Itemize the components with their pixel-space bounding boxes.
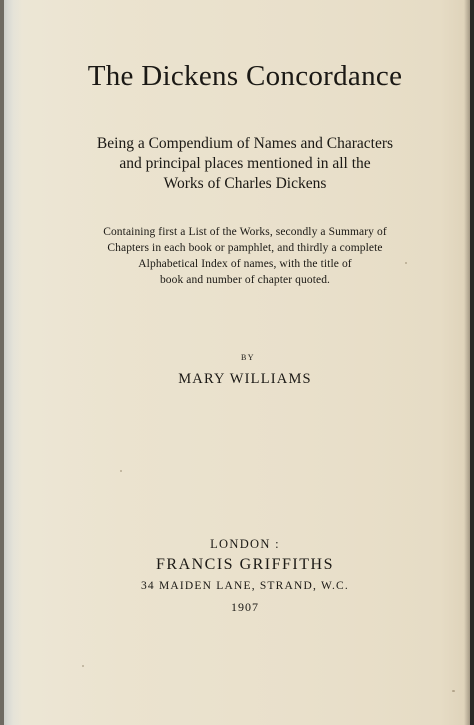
paper-speck [82,665,84,667]
imprint-year: 1907 [231,600,259,614]
paper-speck [405,262,407,264]
paper-speck [120,470,122,472]
description-line-3: Alphabetical Index of names, with the title of [138,258,352,270]
subtitle-line-3: Works of Charles Dickens [163,175,327,192]
imprint-publisher: FRANCIS GRIFFITHS [156,556,334,573]
imprint-city: LONDON : [210,537,280,551]
author-name: MARY WILLIAMS [178,371,312,387]
page-edge-shadow [0,0,4,725]
description-line-2: Chapters in each book or pamphlet, and thirdly a complete [107,242,383,254]
description-line-1: Containing first a List of the Works, secondly a Summary of [103,226,387,238]
paper-speck [452,690,455,692]
subtitle-line-2: and principal places mentioned in all the [119,155,371,172]
imprint-address: 34 MAIDEN LANE, STRAND, W.C. [140,580,350,592]
description-line-4: book and number of chapter quoted. [159,274,331,286]
by-label: BY [240,353,256,362]
book-title: The Dickens Concordance [87,60,403,92]
subtitle-line-1: Being a Compendium of Names and Characters [96,135,394,152]
